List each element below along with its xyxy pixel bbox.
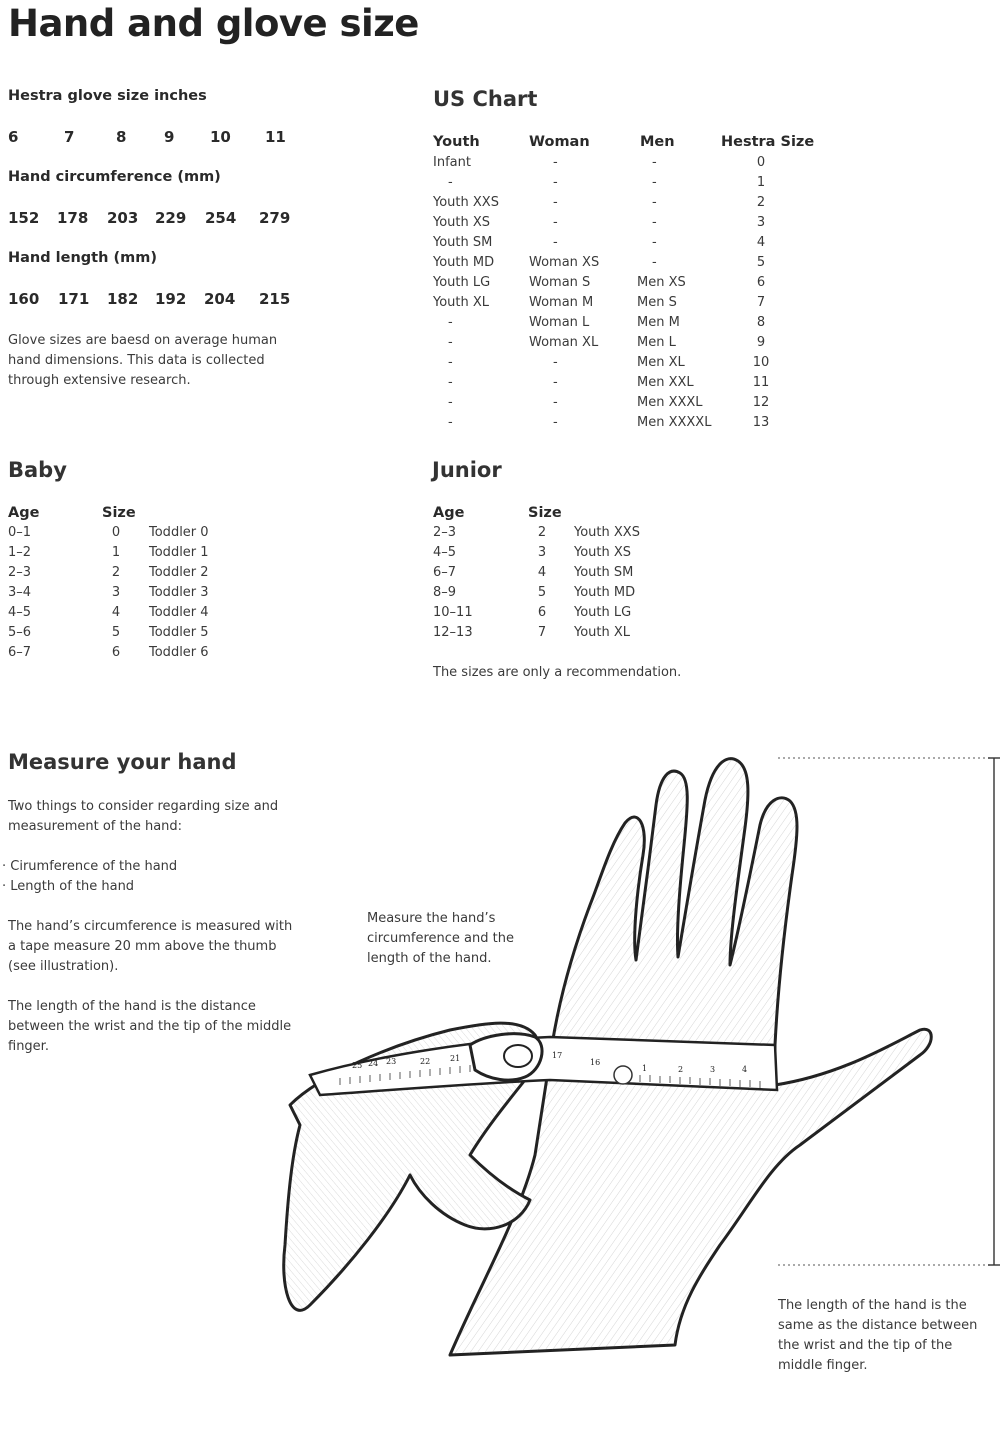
us-header-woman: Woman (529, 134, 590, 150)
length-label: Hand length (mm) (8, 250, 157, 266)
tape-number: 2 (678, 1065, 684, 1074)
junior-cell: 3 (537, 545, 547, 560)
junior-note: The sizes are only a recommendation. (433, 665, 682, 680)
tape-number: 4 (742, 1065, 748, 1074)
tape-number: 3 (710, 1065, 716, 1074)
measure-bullet: · Length of the hand (2, 879, 135, 894)
baby-cell: Toddler 1 (149, 545, 209, 560)
baby-cell: 2–3 (8, 565, 32, 580)
length-row (0, 290, 320, 310)
junior-cell: Youth XL (574, 625, 631, 640)
baby-cell: 3–4 (8, 585, 32, 600)
baby-cell: Toddler 5 (149, 625, 209, 640)
baby-header-age: Age (8, 505, 40, 521)
baby-cell: Toddler 6 (149, 645, 209, 660)
us-chart-cell: - (553, 155, 558, 170)
us-header-hestra-size: Hestra Size (721, 134, 815, 150)
tape-number: 22 (420, 1057, 431, 1066)
us-chart-cell: 0 (756, 155, 766, 170)
baby-cell: 1–2 (8, 545, 32, 560)
length-value: 160 (8, 290, 40, 308)
us-chart-cell: Woman XL (529, 335, 599, 350)
page-title: Hand and glove size (8, 2, 419, 45)
us-chart-cell: 5 (756, 255, 766, 270)
junior-cell: 6–7 (433, 565, 457, 580)
us-chart-cell: - (553, 235, 558, 250)
us-chart-cell: - (553, 355, 558, 370)
length-value: 204 (204, 290, 236, 308)
us-header-men: Men (640, 134, 675, 150)
junior-cell: 10–11 (433, 605, 473, 620)
us-chart-cell: - (553, 395, 558, 410)
junior-cell: 5 (537, 585, 547, 600)
inch-value: 11 (265, 128, 286, 146)
us-chart-cell: Youth XXS (433, 195, 499, 210)
us-chart-cell: - (553, 175, 558, 190)
length-dimension (778, 758, 1000, 1265)
baby-cell: 5–6 (8, 625, 32, 640)
us-chart-cell: - (553, 375, 558, 390)
tape-number: 23 (386, 1057, 397, 1066)
baby-title: Baby (8, 458, 67, 482)
us-chart-cell: 11 (752, 375, 770, 390)
circ-value: 229 (155, 209, 187, 227)
us-chart-cell: Youth SM (433, 235, 493, 250)
baby-cell: 4–5 (8, 605, 32, 620)
us-chart-cell: Woman L (529, 315, 590, 330)
baby-cell: 6–7 (8, 645, 32, 660)
circ-value: 178 (57, 209, 89, 227)
us-chart-cell: - (448, 395, 453, 410)
callout-length: The length of the hand is the same as the distance between the wrist and the tip of the middle finger. (778, 1298, 978, 1373)
measuring-tape (310, 1037, 777, 1095)
tape-number: 16 (590, 1058, 601, 1067)
us-chart-cell: 1 (756, 175, 766, 190)
baby-cell: 0–1 (8, 525, 32, 540)
us-chart-title: US Chart (433, 87, 538, 111)
us-chart-cell: Men XL (637, 355, 685, 370)
us-chart-cell: - (448, 175, 453, 190)
us-chart-cell: Men M (637, 315, 680, 330)
inch-value: 8 (116, 128, 127, 146)
us-chart-cell: 8 (756, 315, 766, 330)
length-value: 171 (58, 290, 90, 308)
us-chart-cell: - (448, 355, 453, 370)
circ-value: 254 (205, 209, 237, 227)
us-chart-cell: - (448, 335, 453, 350)
tape-number: 24 (368, 1059, 379, 1068)
measure-bullet: · Cirumference of the hand (2, 859, 178, 874)
us-chart-cell: - (652, 215, 657, 230)
glove-size-note: Glove sizes are baesd on average human hand dimensions. This data is collected through extensive research. (8, 333, 278, 388)
us-chart-cell: Youth LG (433, 275, 491, 290)
junior-cell: Youth LG (574, 605, 632, 620)
us-chart-cell: - (553, 195, 558, 210)
us-chart-cell: 2 (756, 195, 766, 210)
us-chart-cell: - (553, 415, 558, 430)
measure-title: Measure your hand (8, 750, 237, 774)
junior-cell: 8–9 (433, 585, 457, 600)
inch-value: 10 (210, 128, 231, 146)
junior-header-age: Age (433, 505, 465, 521)
junior-cell: Youth SM (574, 565, 634, 580)
baby-cell: Toddler 3 (149, 585, 209, 600)
hand-measurement-illustration (280, 745, 1000, 1432)
us-chart-cell: 12 (752, 395, 770, 410)
junior-cell: 2–3 (433, 525, 457, 540)
junior-title: Junior (432, 458, 502, 482)
us-chart-cell: - (448, 315, 453, 330)
measure-intro: Two things to consider regarding size and measurement of the hand: (8, 799, 279, 834)
us-chart-cell: - (448, 415, 453, 430)
baby-cell: Toddler 2 (149, 565, 209, 580)
inch-value: 9 (164, 128, 175, 146)
hestra-inches-row (0, 128, 320, 148)
us-chart-cell: Youth XS (433, 215, 491, 230)
us-header-youth: Youth (433, 134, 480, 150)
us-chart-cell: Men XXXXL (637, 415, 712, 430)
callout-circumference: Measure the hand’s circumference and the length of the hand. (367, 911, 514, 966)
baby-cell: 2 (111, 565, 121, 580)
circumference-row (0, 209, 320, 229)
us-chart-cell: - (652, 235, 657, 250)
us-chart-cell: Men S (637, 295, 677, 310)
us-chart-cell: - (652, 195, 657, 210)
junior-cell: 4 (537, 565, 547, 580)
length-instructions: The length of the hand is the distance between the wrist and the tip of the middle finger. (8, 999, 292, 1054)
us-chart-cell: Youth MD (433, 255, 495, 270)
us-chart-cell: 13 (752, 415, 770, 430)
junior-cell: 7 (537, 625, 547, 640)
circ-value: 203 (107, 209, 139, 227)
baby-cell: 5 (111, 625, 121, 640)
us-chart-cell: - (652, 155, 657, 170)
us-chart-cell: - (652, 255, 657, 270)
junior-cell: Youth MD (574, 585, 636, 600)
length-value: 215 (259, 290, 291, 308)
us-chart-cell: Woman XS (529, 255, 600, 270)
us-chart-cell: Youth XL (433, 295, 490, 310)
junior-header-size: Size (528, 505, 562, 521)
us-chart-cell: Men L (637, 335, 676, 350)
junior-cell: 12–13 (433, 625, 473, 640)
us-chart-cell: 7 (756, 295, 766, 310)
tape-number: 21 (450, 1054, 461, 1063)
us-chart-cell: Woman M (529, 295, 594, 310)
junior-cell: 6 (537, 605, 547, 620)
circumference-instructions: The hand’s circumference is measured with a tape measure 20 mm above the thumb (see illustration). (8, 919, 293, 974)
us-chart-cell: - (553, 215, 558, 230)
us-chart-cell: Men XXXL (637, 395, 703, 410)
baby-cell: 6 (111, 645, 121, 660)
length-value: 182 (107, 290, 139, 308)
baby-cell: Toddler 4 (149, 605, 209, 620)
length-value: 192 (155, 290, 187, 308)
us-chart-cell: 3 (756, 215, 766, 230)
us-chart-cell: 10 (752, 355, 770, 370)
tape-number: 1 (642, 1064, 648, 1073)
junior-cell: Youth XXS (574, 525, 640, 540)
junior-cell: 4–5 (433, 545, 457, 560)
us-chart-cell: Men XS (637, 275, 686, 290)
us-chart-cell: Men XXL (637, 375, 694, 390)
baby-cell: Toddler 0 (149, 525, 209, 540)
us-chart-cell: - (448, 375, 453, 390)
us-chart-cell: Woman S (529, 275, 591, 290)
us-chart-cell: Infant (433, 155, 471, 170)
us-chart-cell: 6 (756, 275, 766, 290)
circumference-label: Hand circumference (mm) (8, 169, 221, 185)
circ-value: 279 (259, 209, 291, 227)
us-chart-cell: 9 (756, 335, 766, 350)
baby-header-size: Size (102, 505, 136, 521)
us-chart-cell: - (652, 175, 657, 190)
baby-cell: 4 (111, 605, 121, 620)
tape-number: 17 (552, 1051, 563, 1060)
junior-cell: Youth XS (574, 545, 632, 560)
circ-value: 152 (8, 209, 40, 227)
inch-value: 7 (64, 128, 75, 146)
hestra-inches-label: Hestra glove size inches (8, 88, 207, 104)
baby-cell: 0 (111, 525, 121, 540)
junior-cell: 2 (537, 525, 547, 540)
baby-cell: 3 (111, 585, 121, 600)
us-chart-cell: 4 (756, 235, 766, 250)
tape-number: 25 (352, 1061, 363, 1070)
baby-cell: 1 (111, 545, 121, 560)
inch-value: 6 (8, 128, 19, 146)
